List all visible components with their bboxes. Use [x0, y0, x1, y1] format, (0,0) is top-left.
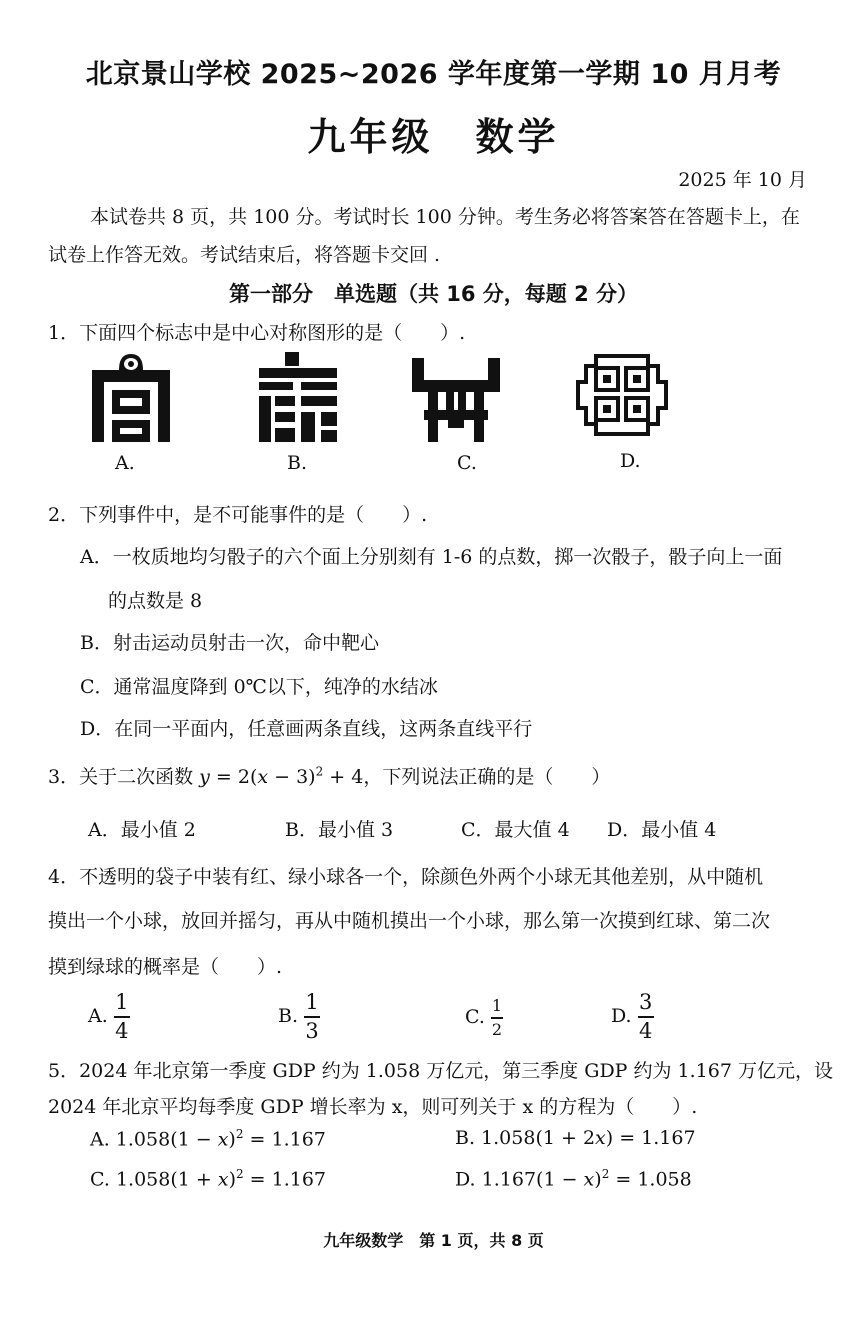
question-3-option-a: A．最小值 2	[88, 819, 196, 841]
exam-subtitle: 九年级 数学	[307, 115, 560, 159]
exam-title: 北京景山学校 2025~2026 学年度第一学期 10 月月考	[85, 59, 782, 90]
page-footer: 九年级数学 第 1 页，共 8 页	[323, 1231, 544, 1250]
question-4-line-1: 4．不透明的袋子中装有红、绿小球各一个，除颜色外两个小球无其他差别，从中随机	[48, 866, 764, 888]
fraction: $\frac{1}{4}$	[115, 990, 129, 1043]
logo-a-image	[86, 348, 176, 444]
question-4-option-c: C. $\frac{1}{2}$	[465, 996, 503, 1039]
question-4-option-b: B. $\frac{1}{3}$	[278, 990, 319, 1043]
question-3-option-b: B．最小值 3	[285, 819, 394, 841]
question-3-option-d: D．最小值 4	[607, 819, 717, 841]
question-2-option-a-line-1: A．一枚质地均匀骰子的六个面上分别刻有 1-6 的点数，掷一次骰子，骰子向上一面	[80, 546, 783, 568]
instructions-line-1: 本试卷共 8 页，共 100 分。考试时长 100 分钟。考生务必将答案答在答题卡上，在	[90, 206, 800, 228]
question-2-option-b: B．射击运动员射击一次，命中靶心	[80, 632, 379, 654]
question-5-option-d: D. $1.167(1 - x)^2 = 1.058$	[455, 1167, 692, 1191]
fraction: $\frac{1}{2}$	[491, 996, 503, 1039]
question-5-option-a: A. $1.058(1 - x)^2 = 1.167$	[90, 1127, 326, 1151]
fraction: $\frac{3}{4}$	[638, 990, 653, 1043]
section-1-title: 第一部分 单选题（共 16 分，每题 2 分）	[228, 282, 639, 306]
fraction: $\frac{1}{3}$	[305, 990, 319, 1043]
instructions-line-2: 试卷上作答无效。考试结束后，将答题卡交回 .	[48, 244, 441, 266]
logo-c-label: C.	[457, 452, 477, 474]
logo-b-label: B.	[287, 452, 308, 474]
question-5-line-1: 5．2024 年北京第一季度 GDP 约为 1.058 万亿元，第三季度 GDP 约为 1.167 万亿元，设	[48, 1060, 833, 1082]
question-3-option-c: C．最大值 4	[461, 819, 570, 841]
question-3-stem: 3．关于二次函数 $y = 2(x - 3)^2 + 4$，下列说法正确的是（ ）	[48, 764, 611, 788]
logo-d-label: D.	[620, 450, 641, 472]
question-5-option-c: C. $1.058(1 + x)^2 = 1.167$	[90, 1167, 327, 1191]
logo-a-label: A.	[115, 452, 135, 474]
question-1-stem: 1．下面四个标志中是中心对称图形的是（ ）.	[48, 322, 466, 344]
question-2-stem: 2．下列事件中，是不可能事件的是（ ）.	[48, 504, 428, 526]
logo-c-image	[410, 352, 502, 444]
question-4-option-a: A. $\frac{1}{4}$	[88, 990, 129, 1043]
question-4-line-3: 摸到绿球的概率是（ ）.	[48, 956, 283, 978]
question-4-line-2: 摸出一个小球，放回并摇匀，再从中随机摸出一个小球，那么第一次摸到红球、第二次	[48, 910, 771, 932]
logo-d-image	[576, 352, 668, 438]
question-5-option-b: B. 1.058(1 + 2x) = 1.167	[455, 1127, 696, 1149]
question-5-line-2: 2024 年北京平均每季度 GDP 增长率为 x，则可列关于 x 的方程为（ ）.	[48, 1096, 698, 1118]
logo-b-image	[255, 350, 341, 444]
question-2-option-d: D．在同一平面内，任意画两条直线，这两条直线平行	[80, 718, 533, 740]
exam-date: 2025 年 10 月	[678, 169, 807, 191]
question-2-option-c: C．通常温度降到 0℃以下，纯净的水结冰	[80, 676, 438, 698]
question-4-option-d: D. $\frac{3}{4}$	[611, 990, 653, 1043]
question-3-formula: $y = 2(x - 3)^2 + 4$	[199, 764, 364, 788]
question-2-option-a-line-2: 的点数是 8	[108, 590, 203, 612]
